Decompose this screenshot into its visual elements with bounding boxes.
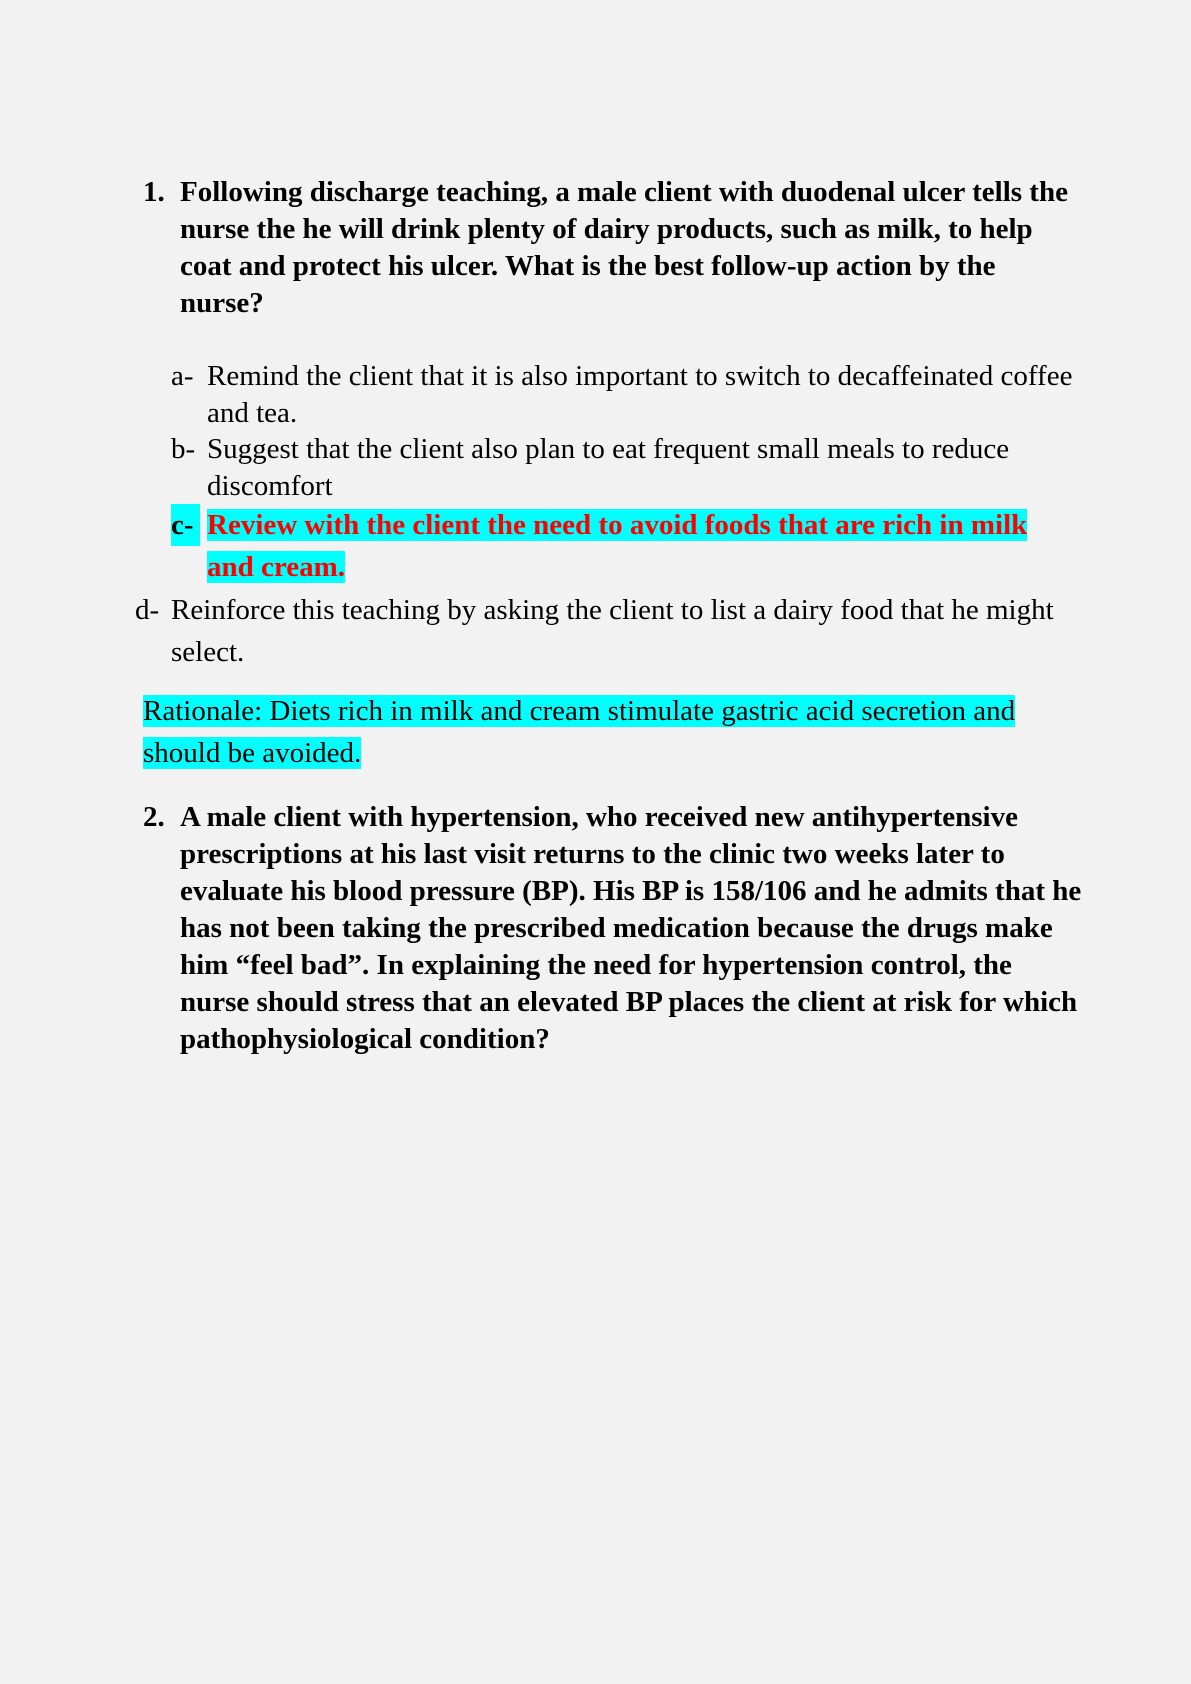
- question-1: [143, 174, 1083, 322]
- question-2: [143, 799, 1083, 1058]
- option-c-label: c-: [171, 504, 200, 546]
- option-b: [171, 431, 1081, 505]
- option-c-correct: [171, 504, 1071, 588]
- option-a-text: Remind the client that it is also important to switch to decaffeinated coffee and tea.: [207, 360, 1073, 429]
- option-a-label: a-: [171, 360, 194, 392]
- option-a: [171, 358, 1081, 432]
- rationale-text: Rationale: Diets rich in milk and cream stimulate gastric acid secretion and should be avoided.: [143, 695, 1016, 769]
- question-1-text: Following discharge teaching, a male client with duodenal ulcer tells the nurse the he will drink plenty of dairy products, such as milk, to help coat and protect his ulcer. What is the best follow-up action by the nurse?: [180, 176, 1068, 319]
- question-2-text: A male client with hypertension, who received new antihypertensive prescriptions at his last visit returns to the clinic two weeks later to evaluate his blood pressure (BP). His BP is 158/106 and he admits that he has not been taking the prescribed medication because the drugs make him “feel bad”. In explaining the need for hypertension control, the nurse should stress that an elevated BP places the client at risk for which pathophysiological condition?: [180, 801, 1082, 1055]
- question-1-number: 1.: [143, 176, 165, 208]
- option-d-label: d-: [135, 594, 160, 626]
- option-b-text: Suggest that the client also plan to eat frequent small meals to reduce discomfort: [207, 433, 1010, 502]
- option-b-label: b-: [171, 433, 196, 465]
- option-d-text: Reinforce this teaching by asking the client to list a dairy food that he might select.: [171, 594, 1054, 668]
- question-2-number: 2.: [143, 801, 165, 833]
- option-d: [135, 589, 1081, 673]
- option-c-text: Review with the client the need to avoid foods that are rich in milk and cream.: [207, 509, 1028, 583]
- rationale: [143, 690, 1083, 774]
